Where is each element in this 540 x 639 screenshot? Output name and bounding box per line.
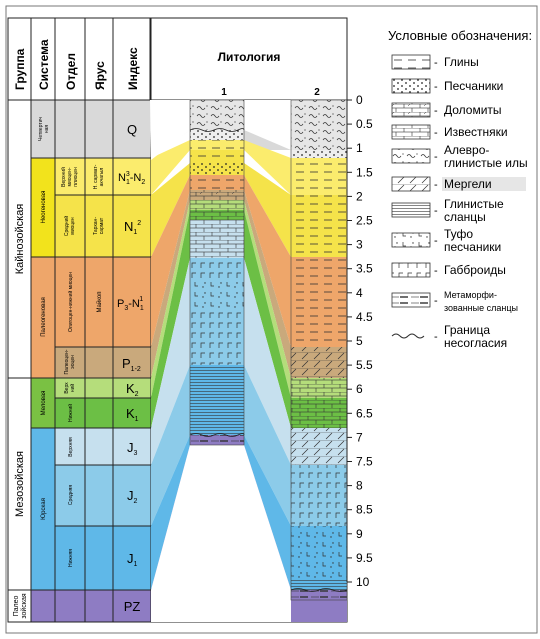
stage-tarkhan-sarmat: Тархан-сармат: [93, 217, 105, 235]
legend-item-gabbro: [392, 263, 506, 277]
legend-swatch-pattern: [392, 293, 430, 307]
index-n1-3-n2: $N_13-N_2$: [118, 171, 146, 186]
index-j3: $J_3$: [127, 440, 138, 457]
depth-scale: [347, 93, 373, 589]
legend-item-unconformity: [392, 323, 507, 350]
system-column: [31, 100, 55, 622]
legend-dash: -: [434, 295, 438, 307]
legend-swatch-pattern: [392, 233, 430, 247]
legend-label: Граница несогласия: [444, 323, 508, 350]
division-upper-miocene-pliocene: Верхниймиоцен-плиоцен: [61, 167, 79, 187]
group-mesozoic: Мезозойская: [14, 451, 26, 517]
legend-swatch-pattern: [392, 203, 430, 217]
index-j2: $J_2$: [127, 488, 138, 505]
legend-swatch-pattern: [392, 177, 430, 191]
group-paleozoic: Палеозойская: [13, 593, 28, 619]
depth-label: 3.5: [356, 261, 373, 276]
division-upper-cretaceous: Верхний: [64, 382, 76, 394]
system-cretaceous: Меловая: [41, 390, 47, 416]
legend-label: Алевро-глинистые илы: [444, 143, 528, 170]
depth-label: 7: [356, 430, 363, 445]
legend-dash: -: [434, 127, 438, 139]
legend-swatch-pattern: [392, 103, 430, 117]
division-lower-cretaceous: Нижний: [68, 403, 74, 423]
system-quaternary: Четвертичная: [38, 117, 50, 141]
index-n1-2: $N_1^2$: [124, 219, 142, 236]
legend-dash: -: [434, 331, 438, 343]
division-middle-jurassic: Средняя: [68, 484, 74, 506]
well-column-1: [190, 100, 244, 445]
depth-label: 2: [356, 189, 363, 204]
header-system: Система: [37, 39, 51, 90]
legend-label: Песчаники: [444, 79, 504, 93]
legend-dash: -: [434, 81, 438, 93]
legend-item-metashale: [392, 290, 518, 313]
stage-maikop: Майкоп: [97, 291, 103, 313]
legend-label: Туфо песчаники: [444, 227, 502, 254]
division-paleocene-eocene: Палеоцен-эоцен: [64, 349, 76, 375]
legend-title: Условные обозначения:: [388, 28, 533, 43]
legend-item-limestone: [392, 125, 508, 139]
header-group: Группа: [13, 48, 27, 90]
legend-item-shale: [392, 197, 504, 224]
department-column: [55, 100, 85, 622]
legend-dash: -: [434, 151, 438, 163]
depth-label: 6: [356, 382, 363, 397]
index-q: Q: [126, 122, 138, 137]
header-stage: Ярус: [93, 61, 107, 90]
legend-dash: -: [434, 265, 438, 277]
legend: [388, 28, 532, 350]
legend-swatch-pattern: [392, 149, 430, 163]
legend-swatch: [392, 334, 424, 338]
well-column-2: [291, 100, 347, 600]
depth-label: 2.5: [356, 213, 373, 228]
system-neogene: Неогеновая: [41, 190, 47, 224]
legend-label: Доломиты: [444, 103, 502, 117]
division-oligocene: Олигоцен-нижний миоцен: [68, 271, 74, 333]
depth-label: 5.5: [356, 358, 373, 373]
depth-label: 9: [356, 526, 363, 541]
depth-label: 0.5: [356, 117, 373, 132]
depth-label: 0: [356, 93, 363, 107]
system-jurassic: Юрская: [41, 498, 47, 520]
depth-label: 6.5: [356, 406, 373, 421]
legend-item-dolomite: [392, 103, 502, 117]
depth-label: 4.5: [356, 309, 373, 324]
division-middle-miocene: Средниймиоцен: [64, 215, 76, 237]
legend-item-silt: [392, 143, 528, 170]
header-lithology: Литология: [217, 50, 281, 64]
depth-label: 3: [356, 237, 363, 252]
index-p3-n1-1: $P_3-N_11$: [117, 296, 144, 312]
table-header: [8, 18, 347, 100]
legend-dash: -: [434, 179, 438, 191]
depth-label: 7.5: [356, 454, 373, 469]
depth-label: 4: [356, 285, 363, 300]
legend-label: Метаморфи-зованные сланцы: [444, 290, 518, 313]
stage-column: [85, 100, 113, 622]
depth-label: 1: [356, 141, 363, 156]
index-pz: PZ: [123, 599, 141, 614]
legend-label: Габброиды: [444, 263, 506, 277]
depth-label: 10: [356, 575, 370, 589]
depth-label: 8.5: [356, 502, 373, 517]
legend-swatch-pattern: [392, 125, 430, 139]
index-p1-2: $P_{1-2}$: [122, 356, 141, 373]
header-index: Индекс: [126, 47, 140, 90]
legend-dash: -: [434, 235, 438, 247]
legend-dash: -: [434, 205, 438, 217]
legend-item-tuff: [392, 227, 501, 254]
column-2-label: 2: [314, 87, 320, 98]
index-j1: $J_1$: [127, 551, 138, 568]
legend-item-sandstone: [392, 79, 503, 93]
division-upper-jurassic: Верхняя: [68, 437, 74, 457]
depth-label: 8: [356, 478, 363, 493]
depth-label: 1.5: [356, 165, 373, 180]
legend-label: Мергели: [444, 177, 492, 191]
stage-sarmat-akchagyl: Н. сармат-акчагыл: [93, 164, 105, 190]
index-k2: $K_2$: [126, 381, 139, 398]
legend-label: Известняки: [444, 125, 508, 139]
legend-swatch-pattern: [392, 55, 430, 69]
depth-label: 9.5: [356, 550, 373, 565]
system-paleogene: Палеогеновая: [41, 297, 47, 337]
legend-item-marl: [392, 177, 526, 191]
division-lower-jurassic: Нижняя: [68, 549, 74, 567]
legend-item-clay: [392, 55, 479, 69]
legend-label: Глины: [444, 55, 479, 69]
legend-swatch-pattern: [392, 263, 430, 277]
index-column: [113, 100, 151, 622]
legend-dash: -: [434, 105, 438, 117]
index-k1: $K_1$: [126, 406, 139, 423]
group-cenozoic: Кайнозойская: [14, 203, 26, 275]
depth-label: 5: [356, 334, 363, 348]
legend-dash: -: [434, 57, 438, 69]
header-department: Отдел: [64, 53, 78, 90]
column-1-label: 1: [221, 87, 227, 98]
legend-swatch-pattern: [392, 79, 430, 93]
lithology-area: [150, 18, 347, 622]
group-column: [8, 100, 31, 622]
legend-label: Глинистые сланцы: [444, 197, 504, 224]
